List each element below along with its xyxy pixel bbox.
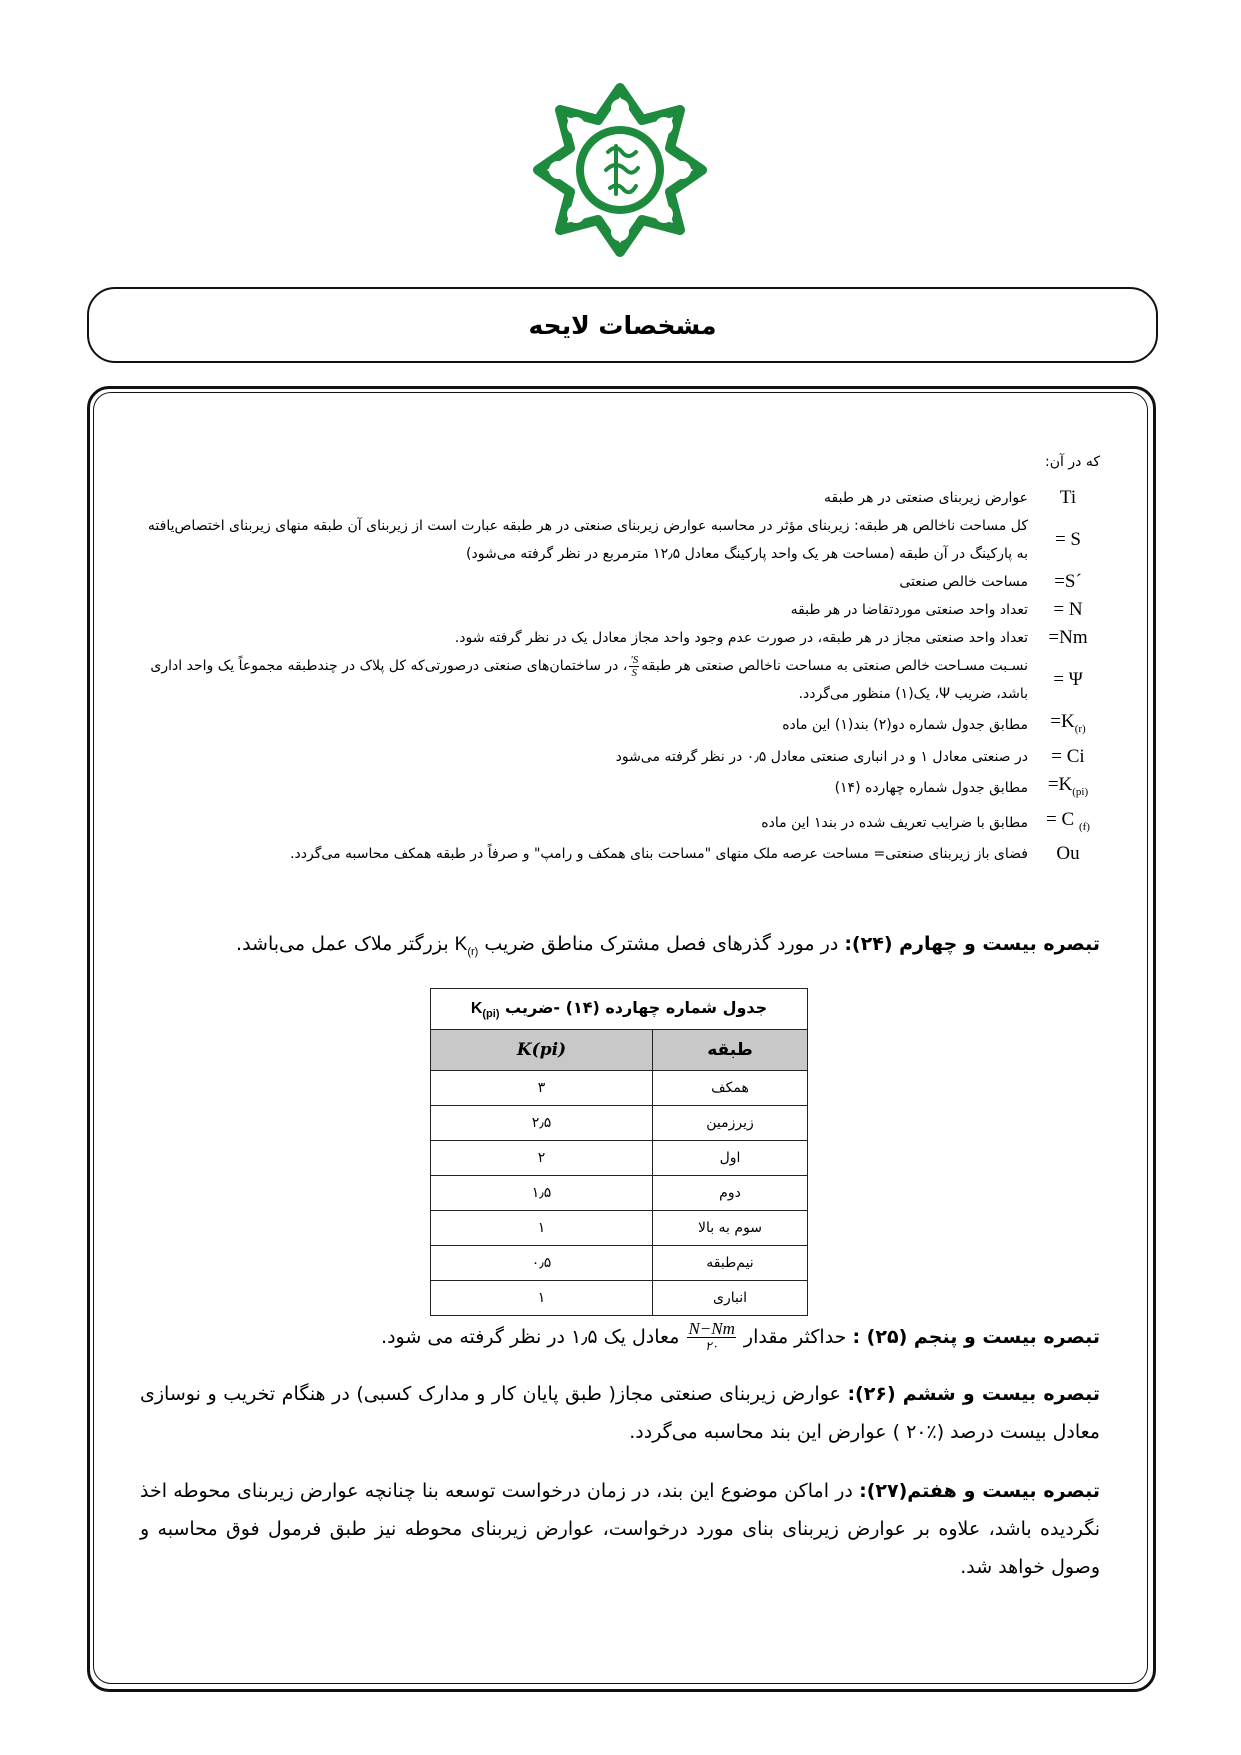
table-row: انباری ۱ [431, 1281, 808, 1316]
note-27: تبصره بیست و هفتم(۲۷): در اماکن موضوع این بند، در زمان درخواست توسعه بنا چنانچه عوارض زیربنای محوطه اخذ نگردیده باشد، علاوه بر عوارض زیربنای بنای مورد درخواست، عوارض زیربنای محوطه نیز طبق فرمول فوق محاسبه و وصول خواهد شد. [140, 1480, 1101, 1578]
table-row: اول ۲ [431, 1141, 808, 1176]
definition-symbol: =Nm [1048, 627, 1088, 648]
document-title: مشخصات لایحه [528, 310, 717, 340]
document-title-box [87, 287, 1158, 363]
note-25: تبصره بیست و پنجم (۲۵) : حداکثر مقدار $\frac{N-Nm}{۲۰}$ معادل یک ۱٫۵ در نظر گرفته می شود. [381, 1319, 1100, 1353]
definition-text: تعداد واحد صنعتی موردتقاضا در هر طبقه [790, 602, 1028, 618]
definition-row [140, 771, 1100, 806]
definitions-list [140, 484, 1100, 868]
definition-row [140, 624, 1100, 652]
definition-symbol: = C $_{(f)}$ [1046, 808, 1090, 833]
definition-row [140, 708, 1100, 743]
definition-symbol: = Ci [1051, 745, 1085, 767]
definition-text: فضای باز زیربنای صنعتی= مساحت عرصه ملک منهای "مساحت بنای همکف و رامپ" و صرفاً در طبقه همکف محاسبه می‌گردد. [290, 846, 1028, 863]
definition-row [140, 806, 1100, 841]
fraction: $\frac{N-Nm}{۲۰}$ [688, 1319, 735, 1353]
definition-symbol: Ou [1056, 843, 1080, 865]
definition-symbol: = Ψ [1053, 669, 1083, 690]
definition-row [140, 743, 1100, 771]
table-row: دوم ۱٫۵ [431, 1176, 808, 1211]
definition-row [140, 596, 1100, 624]
definition-text: عوارض زیربنای صنعتی در هر طبقه [824, 490, 1028, 506]
definition-row [140, 840, 1100, 868]
definition-symbol: = S [1054, 529, 1082, 550]
definition-symbol: $=K_{(r)}$ [1050, 711, 1086, 735]
note-26: تبصره بیست و ششم (۲۶): عوارض زیربنای صنعتی مجاز( طبق پایان کار و مدارک کسبی) در هنگام تخریب و نوسازی معادل بیست درصد (٪۲۰ ) عوارض این بند محاسبه می‌گردد. [140, 1383, 1100, 1443]
definition-row [140, 568, 1100, 596]
definition-text: مطابق با ضرایب تعریف شده در بند۱ این ماده [761, 814, 1028, 831]
definition-text: در صنعتی معادل ۱ و در انباری صنعتی معادل ۰٫۵ در نظر گرفته می‌شود [615, 748, 1028, 765]
definition-symbol: = N [1053, 599, 1083, 620]
table-row: سوم به بالا ۱ [431, 1211, 808, 1246]
note-24: تبصره بیست و چهارم (۲۴): در مورد گذرهای فصل مشترک مناطق ضریب $K_{(r)}$ بزرگتر ملاک عمل می‌باشد. [236, 933, 1100, 958]
definition-text: مطابق جدول شماره دو(۲) بند(۱) این ماده [782, 717, 1028, 734]
table-header-floor: طبقه [653, 1030, 808, 1071]
definitions-intro: که در آن: [1045, 454, 1100, 470]
definition-row [140, 484, 1100, 512]
table-row: زیرزمین ۲٫۵ [431, 1106, 808, 1141]
definition-symbol: =S´ [1054, 571, 1082, 592]
fraction: $\frac{S'}{S}$ [630, 653, 639, 679]
tehran-municipality-logo [530, 80, 710, 260]
table-caption: جدول شماره چهارده (۱۴) -ضریب $K_{(pi)}$ [431, 989, 808, 1030]
definition-text: مساحت خالص صنعتی [899, 574, 1028, 590]
definition-symbol: Ti [1059, 487, 1077, 508]
definition-text: مطابق جدول شماره چهارده (۱۴) [834, 780, 1028, 797]
table-row: همکف ۳ [431, 1071, 808, 1106]
table-header-kpi: K(pi) [431, 1030, 653, 1071]
definition-text: تعداد واحد صنعتی مجاز در هر طبقه، در صورت عدم وجود واحد مجاز معادل یک در نظر گرفته شود. [454, 630, 1028, 646]
octagram-logo-icon [530, 80, 710, 260]
table-row: نیم‌طبقه ۰٫۵ [431, 1246, 808, 1281]
definition-symbol: $=K_{(pi)}$ [1047, 773, 1089, 798]
definition-text: کل مساحت ناخالص هر طبقه: زیربنای مؤثر در محاسبه عوارض زیربنای صنعتی در هر طبقه عبارت است از زیربنای آن طبقه منهای زیربنای اختصاص‌یافته به پارکینگ در آن طبقه (مساحت هر یک واحد پارکینگ معادل ۱۲٫۵ مترمربع در نظر گرفته می‌شود) [147, 518, 1028, 562]
definition-text: نسـبت مسـاحت خالص صنعتی به مساحت ناخالص صنعتی هر طبقه $\frac{S'}{S}$ ، در ساختمان‌های صنعتی درصورتی‌که کل پلاک در چندطبقه مجموعاً یک واحد اداری باشد، ضریب Ψ، یک(۱) منظور می‌گردد. [150, 653, 1028, 702]
definition-row [140, 652, 1100, 708]
definition-row [140, 512, 1100, 568]
coefficient-table-14 [430, 988, 808, 1316]
